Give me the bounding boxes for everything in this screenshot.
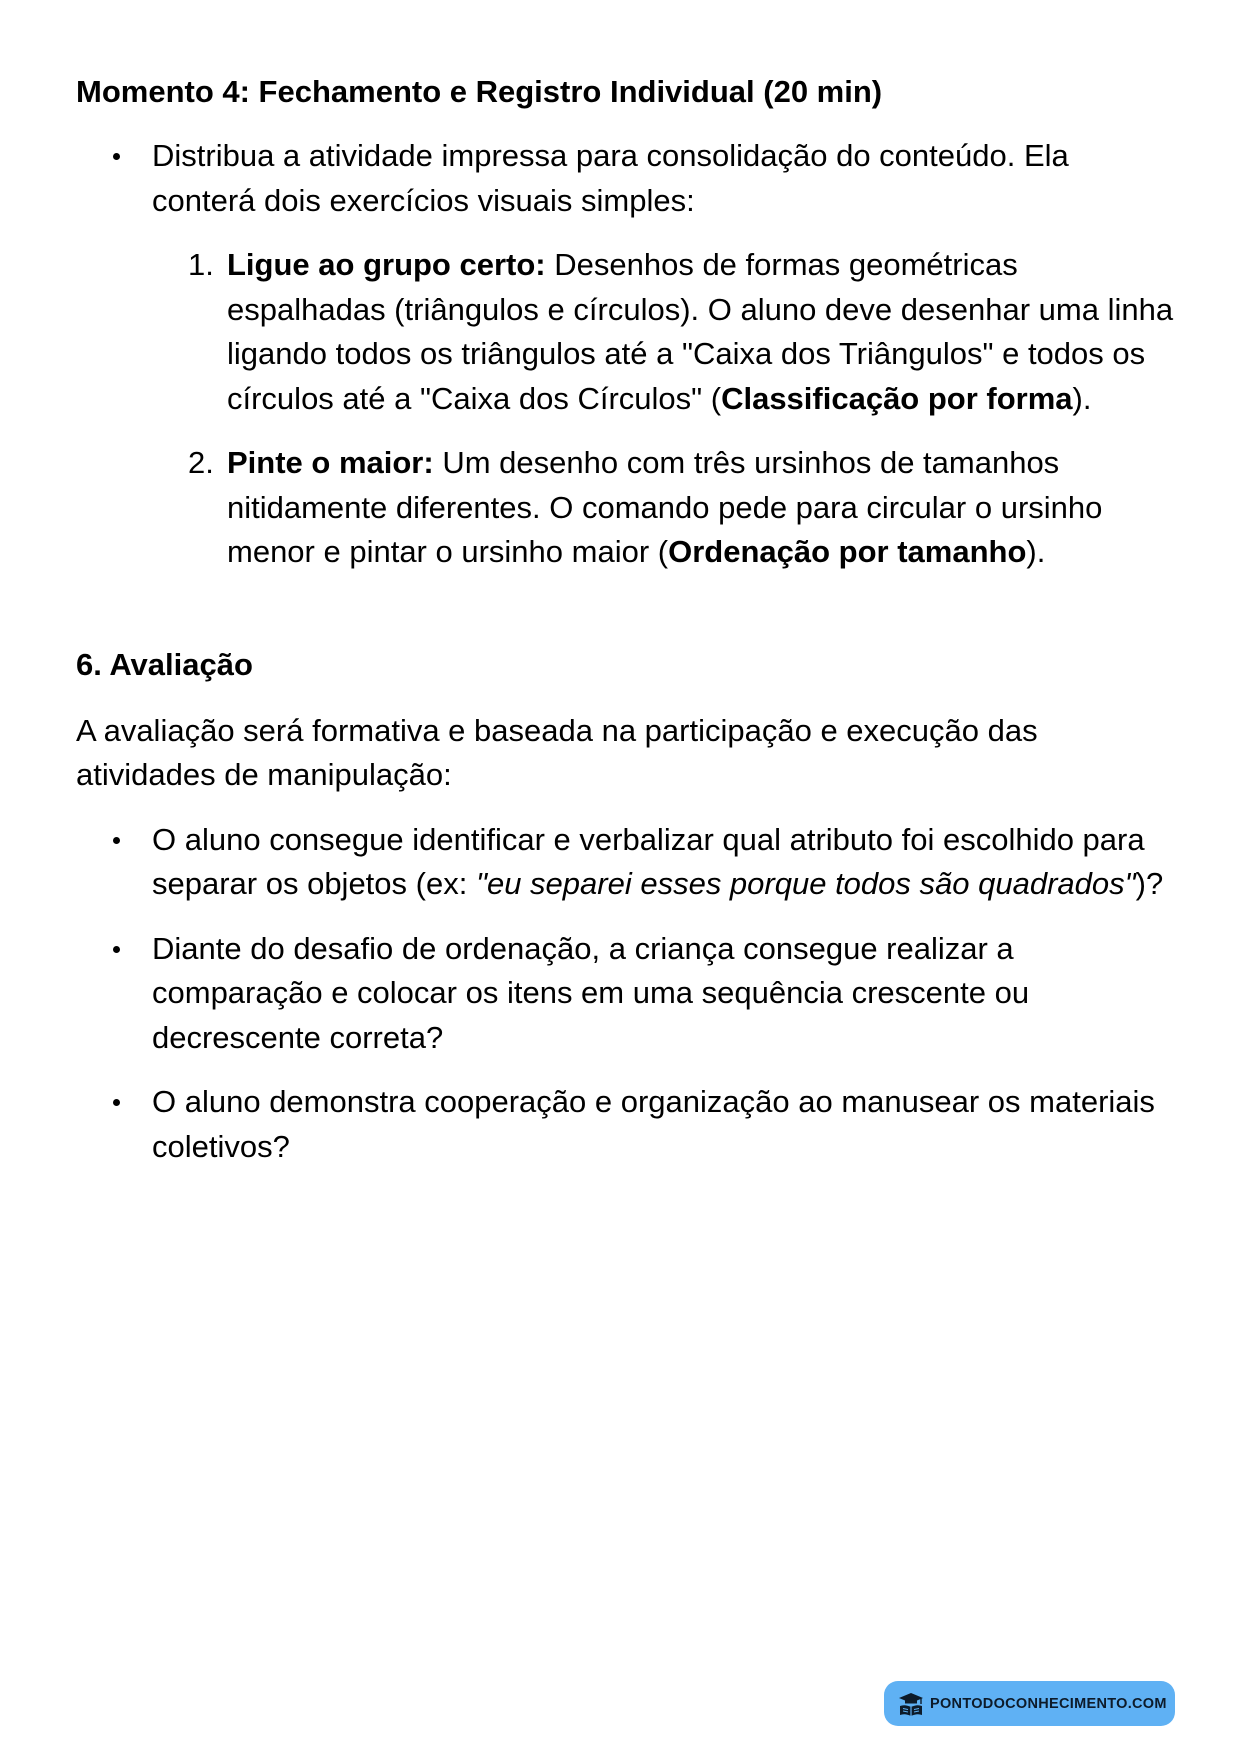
list-item — [76, 818, 1176, 907]
item-lead: Ligue ao grupo certo: — [227, 247, 546, 282]
avaliacao-bullet-list — [76, 818, 1176, 1170]
bullet-dot-icon — [113, 1099, 120, 1106]
document-page — [76, 70, 1176, 1169]
item-body: Um desenho com três ursinhos de tamanhos nitidamente diferentes. O comando pede para circular o ursinho menor e pintar o ursinho maior ( — [227, 445, 1103, 569]
site-name: PONTODOCONHECIMENTO.COM — [930, 1695, 1167, 1712]
item-body: Desenhos de formas geométricas espalhadas (triângulos e círculos). O aluno deve desenhar uma linha ligando todos os triângulos até a "Caixa dos Triângulos" e todos os círculos até a "Caixa dos Círculos" ( — [227, 247, 1174, 416]
bullet-quote: "eu separei esses porque todos são quadrados" — [475, 866, 1136, 901]
momento4-bullet-list — [76, 134, 1176, 223]
avaliacao-intro: A avaliação será formativa e baseada na participação e execução das atividades de manipulação: — [76, 712, 1038, 792]
bullet-dot-icon — [113, 946, 120, 953]
item-number: 2. — [188, 445, 214, 480]
list-item — [76, 927, 1176, 1061]
bullet-tail: )? — [1135, 866, 1164, 901]
item-emphasis: Ordenação por tamanho — [668, 534, 1027, 569]
graduation-book-icon — [896, 1689, 926, 1719]
exercise-list — [76, 243, 1176, 575]
list-item — [76, 1080, 1176, 1169]
item-emphasis: Classificação por forma — [721, 380, 1073, 416]
list-item — [76, 243, 1176, 421]
momento4-bullet-text: Distribua a atividade impressa para consolidação do conteúdo. Ela conterá dois exercícios visuais simples: — [152, 138, 1069, 218]
item-tail: ). — [1026, 534, 1046, 569]
bullet-text: O aluno consegue identificar e verbalizar qual atributo foi escolhido para separar os objetos (ex: — [152, 821, 1145, 901]
item-lead: Pinte o maior: — [227, 445, 434, 480]
momento4-heading: Momento 4: Fechamento e Registro Individual (20 min) — [76, 74, 883, 109]
bullet-text: O aluno demonstra cooperação e organização ao manusear os materiais coletivos? — [152, 1084, 1155, 1164]
bullet-dot-icon — [113, 153, 120, 160]
list-item — [76, 441, 1176, 575]
avaliacao-heading: 6. Avaliação — [76, 646, 253, 682]
bullet-dot-icon — [113, 837, 120, 844]
list-item — [76, 134, 1176, 223]
item-number: 1. — [188, 247, 214, 282]
site-badge-link[interactable] — [884, 1681, 1175, 1726]
item-tail: ). — [1072, 380, 1092, 416]
bullet-text: Diante do desafio de ordenação, a criança consegue realizar a comparação e colocar os itens em uma sequência crescente ou decrescente correta? — [152, 930, 1030, 1055]
